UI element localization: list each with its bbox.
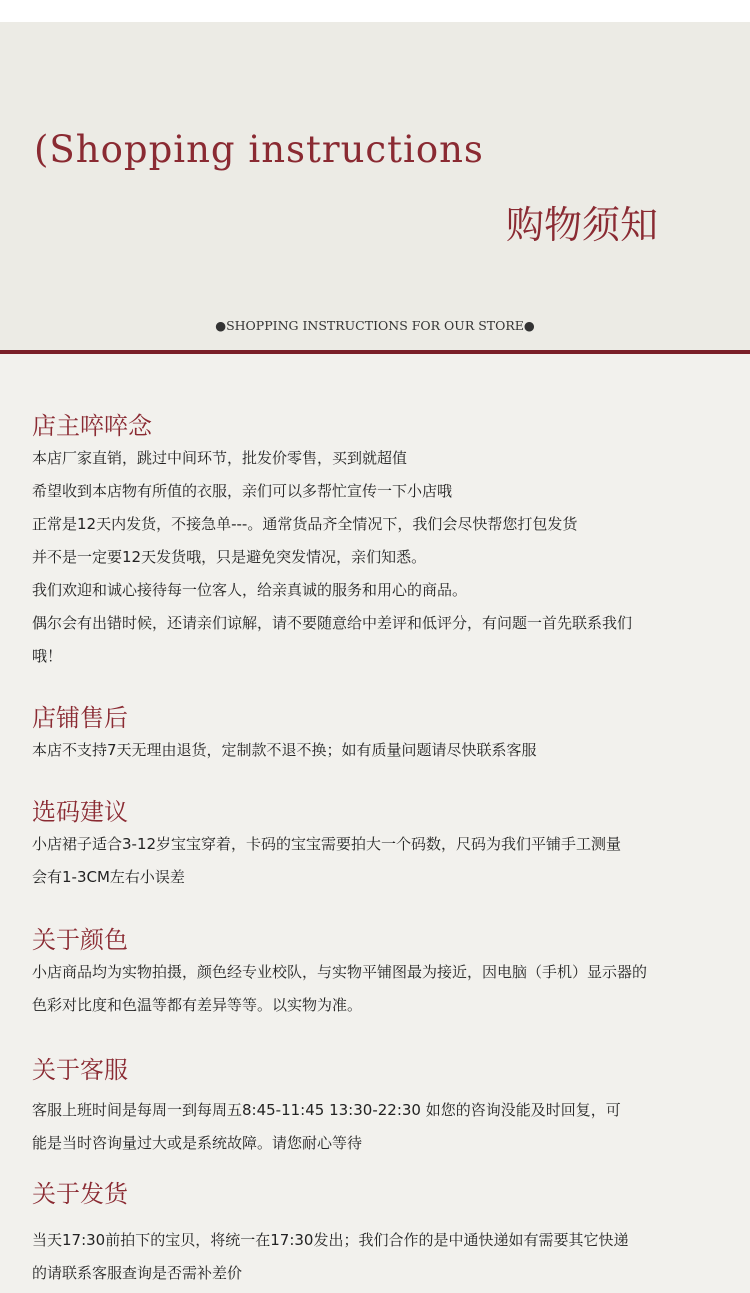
top-band <box>0 0 750 22</box>
section-line: 本店厂家直销，跳过中间环节，批发价零售，买到就超值 <box>32 449 408 467</box>
section-line: 小店商品均为实物拍摄，颜色经专业校队，与实物平铺图最为接近，因电脑（手机）显示器的 <box>32 963 648 981</box>
section-line: 正常是12天内发货，不接急单---。通常货品齐全情况下，我们会尽快帮您打包发货 <box>32 515 578 533</box>
section-line: 小店裙子适合3-12岁宝宝穿着，卡码的宝宝需要拍大一个码数，尺码为我们平铺手工测量 <box>32 835 622 853</box>
section-customer-service <box>32 1054 722 1160</box>
section-line: 我们欢迎和诚心接待每一位客人，给亲真诚的服务和用心的商品。 <box>32 581 468 599</box>
section-line: 本店不支持7天无理由退货，定制款不退不换；如有质量问题请尽快联系客服 <box>32 741 537 759</box>
content-area <box>0 354 750 1293</box>
section-line: 色彩对比度和色温等都有差异等等。以实物为准。 <box>32 996 363 1014</box>
section-line: 希望收到本店物有所值的衣服，亲们可以多帮忙宣传一下小店哦 <box>32 482 453 500</box>
section-after-sales <box>32 702 722 767</box>
section-line: 能是当时咨询量过大或是系统故障。请您耐心等待 <box>32 1134 363 1152</box>
section-title: 关于客服 <box>32 1056 128 1084</box>
section-line: 会有1-3CM左右小误差 <box>32 868 185 886</box>
section-line: 并不是一定要12天发货哦，只是避免突发情况，亲们知悉。 <box>32 548 427 566</box>
section-title: 选码建议 <box>32 798 128 826</box>
header-banner <box>0 22 750 352</box>
title-chinese: 购物须知 <box>506 203 659 247</box>
title-english: (Shopping instructions <box>34 128 484 171</box>
section-size-advice <box>32 796 722 894</box>
subtitle: ●SHOPPING INSTRUCTIONS FOR OUR STORE● <box>215 318 535 333</box>
section-line: 的请联系客服查询是否需补差价 <box>32 1264 243 1282</box>
section-title: 关于发货 <box>32 1180 128 1208</box>
section-owner-notes <box>32 410 722 673</box>
section-shipping <box>32 1178 722 1290</box>
section-title: 店主啐啐念 <box>32 412 152 440</box>
section-line: 客服上班时间是每周一到每周五8:45-11:45 13:30-22:30 如您的咨询没能及时回复，可 <box>32 1101 621 1119</box>
section-line: 哦！ <box>32 647 63 665</box>
section-title: 关于颜色 <box>32 926 128 954</box>
section-color <box>32 924 722 1022</box>
section-line: 当天17:30前拍下的宝贝，将统一在17:30发出；我们合作的是中通快递如有需要其它快递 <box>32 1231 629 1249</box>
section-line: 偶尔会有出错时候，还请亲们谅解，请不要随意给中差评和低评分，有问题一首先联系我们 <box>32 614 633 632</box>
section-title: 店铺售后 <box>32 704 128 732</box>
